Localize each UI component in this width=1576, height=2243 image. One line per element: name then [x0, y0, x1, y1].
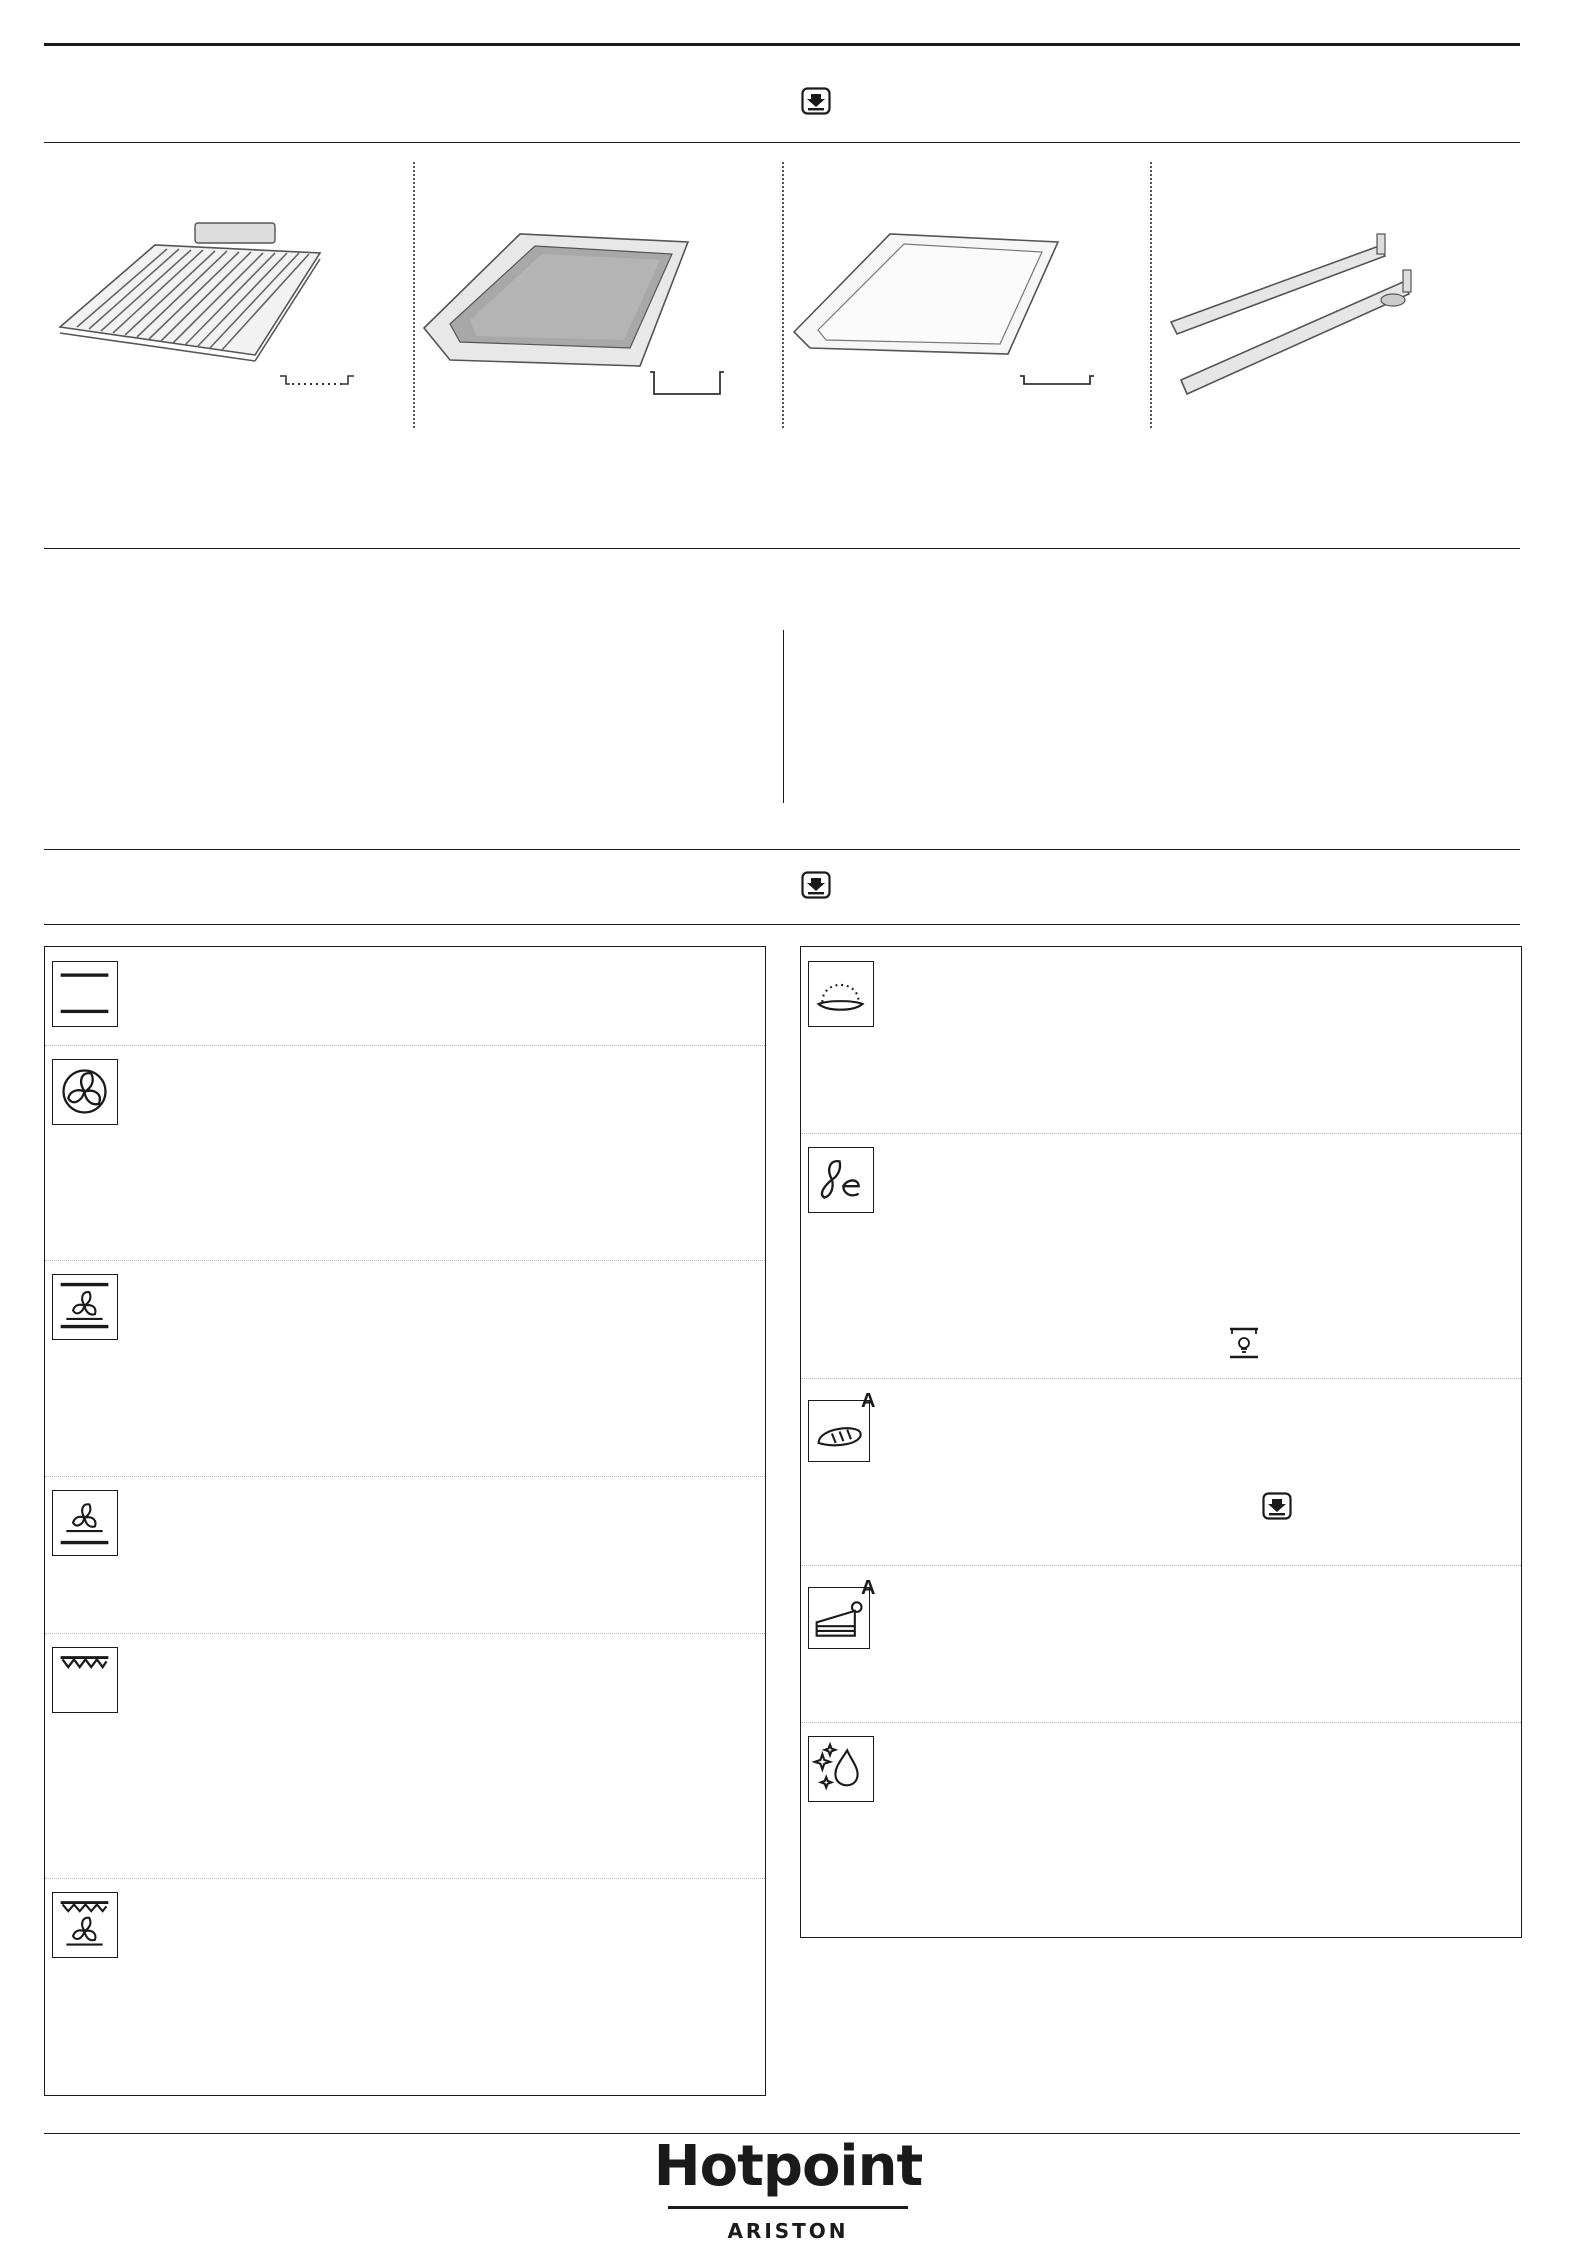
- forced-air-icon: [52, 1059, 118, 1125]
- baking-tray-profile: [1018, 372, 1098, 388]
- drip-tray-illustration: [420, 220, 700, 370]
- functions-panel-right: [800, 946, 1522, 1938]
- section-rule: [44, 924, 1520, 925]
- sliding-runners-illustration: [1165, 230, 1425, 400]
- baking-tray-illustration: [790, 220, 1070, 360]
- download-icon[interactable]: [1262, 1492, 1292, 1520]
- functions-panel-left: [44, 946, 766, 2096]
- download-icon[interactable]: [801, 871, 831, 899]
- section-rule: [44, 548, 1520, 549]
- pastry-icon: [52, 1490, 118, 1556]
- function-row: [801, 1378, 1521, 1566]
- column-divider: [1150, 162, 1152, 428]
- column-divider: [782, 162, 784, 428]
- top-rule: [44, 43, 1520, 46]
- hydrolytic-cleaning-icon: [808, 1736, 874, 1802]
- grill-icon: [52, 1647, 118, 1713]
- function-row: [45, 1633, 765, 1879]
- section-rule: [44, 142, 1520, 143]
- function-row: [801, 1722, 1521, 1937]
- turbo-grill-icon: [52, 1892, 118, 1958]
- function-row: [45, 1878, 765, 2095]
- conventional-icon: [52, 961, 118, 1027]
- auto-badge: A: [861, 1577, 876, 1599]
- wire-shelf-illustration: [55, 215, 330, 395]
- eco-forced-air-icon: [808, 1147, 874, 1213]
- brand-name: Hotpoint: [653, 2134, 923, 2199]
- bread-proofing-icon: [808, 961, 874, 1027]
- column-divider: [783, 630, 784, 803]
- function-row: [801, 1565, 1521, 1723]
- wire-shelf-profile: [278, 370, 358, 390]
- function-row: [45, 1260, 765, 1477]
- auto-badge: A: [861, 1390, 876, 1412]
- function-row: [801, 947, 1521, 1134]
- section-rule: [44, 849, 1520, 850]
- function-row: [45, 1476, 765, 1634]
- function-row: [45, 1045, 765, 1261]
- brand-underline: [668, 2206, 908, 2209]
- brand-logo: [0, 2134, 1576, 2243]
- brand-sub: ARISTON: [727, 2219, 849, 2243]
- column-divider: [413, 162, 415, 428]
- function-row: [801, 1133, 1521, 1379]
- convection-bake-icon: [52, 1274, 118, 1340]
- download-icon[interactable]: [801, 87, 831, 115]
- lamp-icon[interactable]: [1228, 1326, 1260, 1360]
- drip-tray-profile: [648, 368, 728, 398]
- function-row: [45, 947, 765, 1046]
